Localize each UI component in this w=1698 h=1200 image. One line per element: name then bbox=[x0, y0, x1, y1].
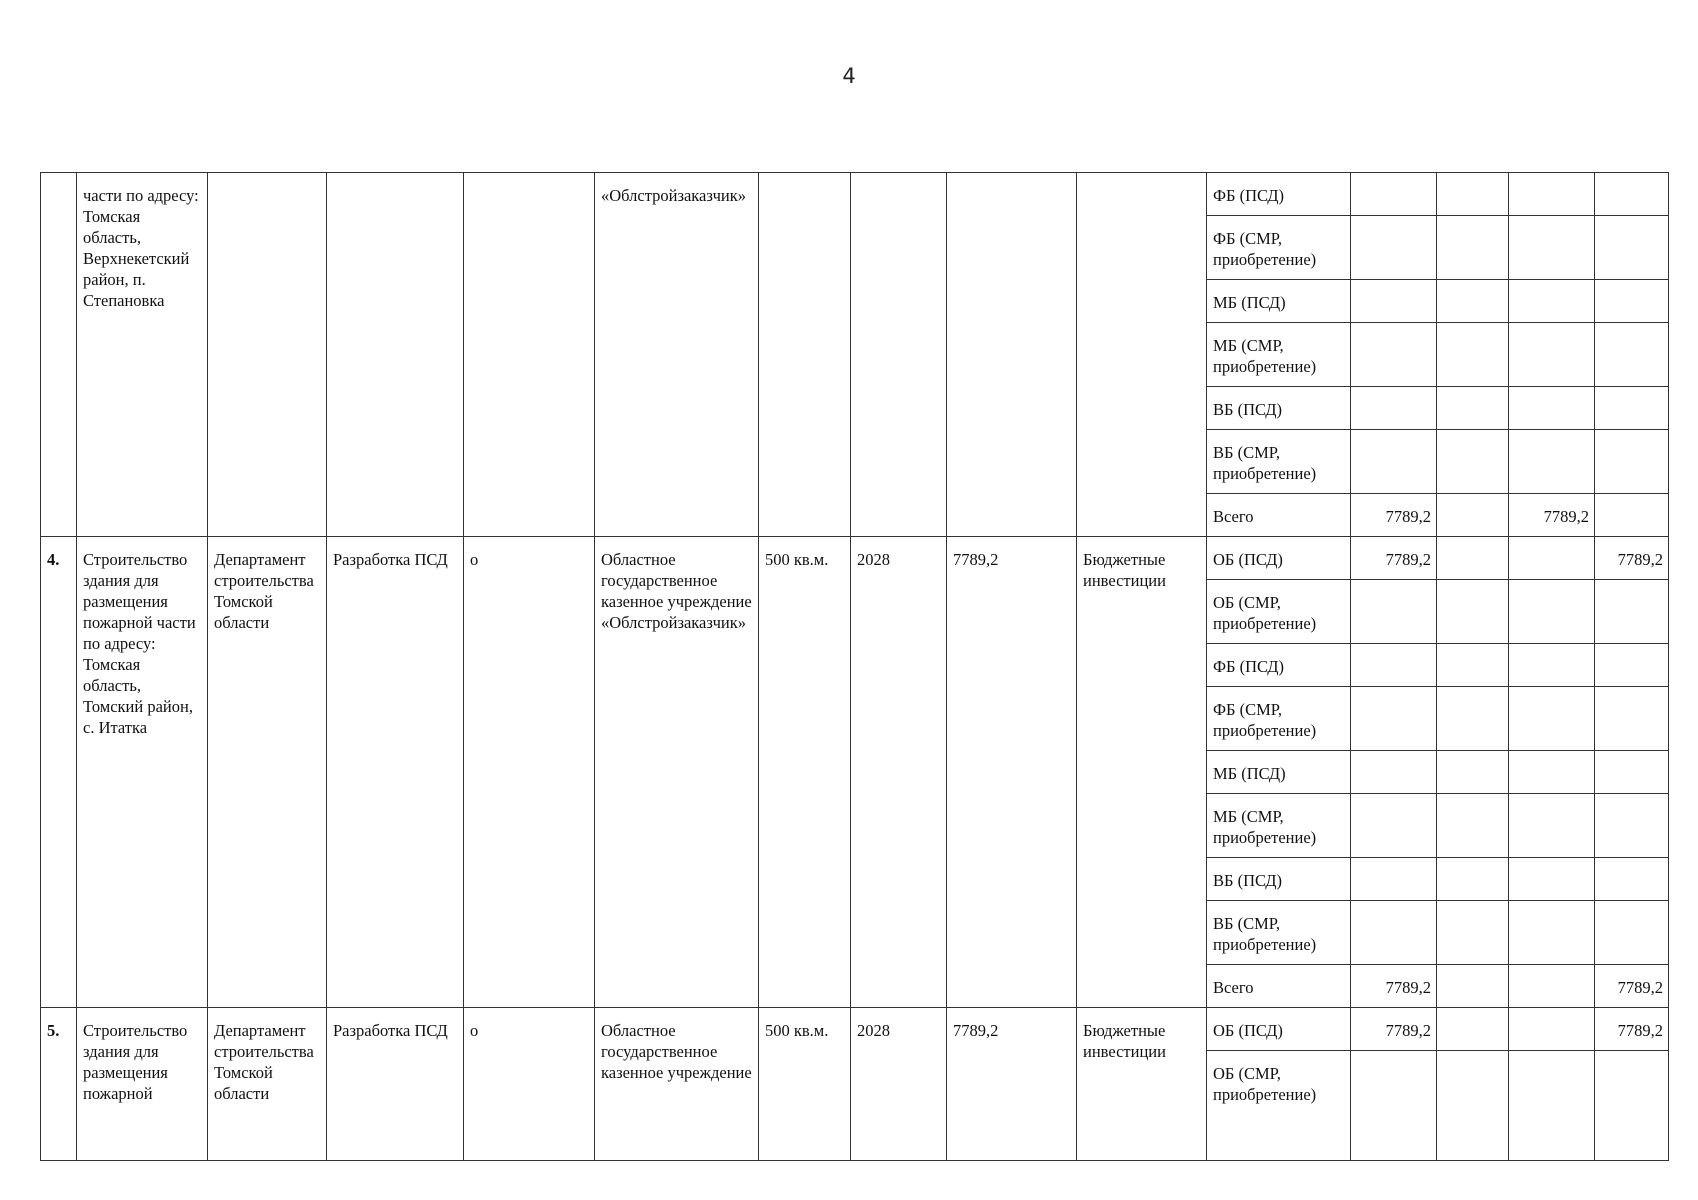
cell-mark: о bbox=[464, 1008, 595, 1161]
cell-year-3 bbox=[1595, 494, 1669, 537]
cell-num: 4. bbox=[41, 537, 77, 1008]
cell-year-2 bbox=[1509, 687, 1595, 751]
cell-mark: о bbox=[464, 537, 595, 1008]
table-row bbox=[41, 173, 1669, 216]
cell-cost bbox=[947, 173, 1077, 537]
cell-year-3 bbox=[1595, 687, 1669, 751]
cell-source: ОБ (СМР, приобретение) bbox=[1207, 1051, 1351, 1161]
cell-total bbox=[1351, 858, 1437, 901]
cell-year-1 bbox=[1437, 537, 1509, 580]
page-number: 4 bbox=[842, 64, 856, 88]
cell-executor bbox=[208, 173, 327, 537]
cell-year-1 bbox=[1437, 858, 1509, 901]
cell-total bbox=[1351, 751, 1437, 794]
cell-form: Бюджетные инвестиции bbox=[1077, 1008, 1207, 1161]
cell-year-2 bbox=[1509, 1008, 1595, 1051]
cell-num bbox=[41, 173, 77, 537]
cell-year-2 bbox=[1509, 280, 1595, 323]
cell-year-3 bbox=[1595, 751, 1669, 794]
cell-object: Строительство здания для размещения пожарной bbox=[77, 1008, 208, 1161]
cell-year-2 bbox=[1509, 751, 1595, 794]
cell-cost: 7789,2 bbox=[947, 537, 1077, 1008]
cell-total bbox=[1351, 387, 1437, 430]
cell-source: ОБ (ПСД) bbox=[1207, 537, 1351, 580]
cell-year-3 bbox=[1595, 580, 1669, 644]
cell-year-2 bbox=[1509, 1051, 1595, 1161]
cell-total bbox=[1351, 323, 1437, 387]
cell-total bbox=[1351, 644, 1437, 687]
cell-stage: Разработка ПСД bbox=[327, 537, 464, 1008]
cell-source: Всего bbox=[1207, 965, 1351, 1008]
cell-year-2 bbox=[1509, 323, 1595, 387]
cell-year-3 bbox=[1595, 901, 1669, 965]
cell-source: ВБ (ПСД) bbox=[1207, 858, 1351, 901]
cell-total bbox=[1351, 580, 1437, 644]
cell-year-2 bbox=[1509, 387, 1595, 430]
cell-year-1 bbox=[1437, 751, 1509, 794]
cell-year-2 bbox=[1509, 430, 1595, 494]
cell-year-1 bbox=[1437, 173, 1509, 216]
cell-customer: Областное государственное казенное учреждение bbox=[595, 1008, 759, 1161]
cell-year-3: 7789,2 bbox=[1595, 1008, 1669, 1051]
cell-total bbox=[1351, 794, 1437, 858]
table-row bbox=[41, 537, 1669, 580]
cell-year-2 bbox=[1509, 965, 1595, 1008]
cell-year-3 bbox=[1595, 387, 1669, 430]
cell-year-3 bbox=[1595, 644, 1669, 687]
cell-source: МБ (ПСД) bbox=[1207, 751, 1351, 794]
cell-year-1 bbox=[1437, 387, 1509, 430]
cell-capacity: 500 кв.м. bbox=[759, 537, 851, 1008]
cell-year-2 bbox=[1509, 537, 1595, 580]
cell-year-1 bbox=[1437, 1051, 1509, 1161]
cell-year bbox=[851, 173, 947, 537]
cell-year-3 bbox=[1595, 794, 1669, 858]
cell-form: Бюджетные инвестиции bbox=[1077, 537, 1207, 1008]
cell-year-3 bbox=[1595, 173, 1669, 216]
cell-total: 7789,2 bbox=[1351, 494, 1437, 537]
cell-total bbox=[1351, 1051, 1437, 1161]
cell-year-1 bbox=[1437, 580, 1509, 644]
cell-year-2 bbox=[1509, 644, 1595, 687]
cell-year-1 bbox=[1437, 323, 1509, 387]
cell-total bbox=[1351, 280, 1437, 323]
cell-year-1 bbox=[1437, 494, 1509, 537]
cell-total bbox=[1351, 173, 1437, 216]
cell-executor: Департамент строительства Томской области bbox=[208, 1008, 327, 1161]
table-row bbox=[41, 1008, 1669, 1051]
cell-year: 2028 bbox=[851, 1008, 947, 1161]
cell-source: ОБ (ПСД) bbox=[1207, 1008, 1351, 1051]
cell-stage bbox=[327, 173, 464, 537]
cell-year-1 bbox=[1437, 901, 1509, 965]
cell-year-2 bbox=[1509, 901, 1595, 965]
cell-year-2 bbox=[1509, 580, 1595, 644]
cell-year-2 bbox=[1509, 216, 1595, 280]
cell-year-2 bbox=[1509, 858, 1595, 901]
cell-total bbox=[1351, 687, 1437, 751]
cell-year-2: 7789,2 bbox=[1509, 494, 1595, 537]
cell-year-3 bbox=[1595, 216, 1669, 280]
cell-customer: «Облстройзаказчик» bbox=[595, 173, 759, 537]
cell-year-1 bbox=[1437, 216, 1509, 280]
cell-year-1 bbox=[1437, 965, 1509, 1008]
cell-year-3 bbox=[1595, 1051, 1669, 1161]
cell-year-1 bbox=[1437, 794, 1509, 858]
cell-source: ОБ (СМР, приобретение) bbox=[1207, 580, 1351, 644]
cell-year-3: 7789,2 bbox=[1595, 965, 1669, 1008]
cell-cost: 7789,2 bbox=[947, 1008, 1077, 1161]
cell-source: МБ (СМР, приобретение) bbox=[1207, 323, 1351, 387]
cell-total: 7789,2 bbox=[1351, 537, 1437, 580]
cell-total: 7789,2 bbox=[1351, 1008, 1437, 1051]
investment-table bbox=[40, 172, 1669, 1161]
cell-total bbox=[1351, 216, 1437, 280]
cell-year-1 bbox=[1437, 687, 1509, 751]
cell-source: МБ (ПСД) bbox=[1207, 280, 1351, 323]
cell-source: ВБ (ПСД) bbox=[1207, 387, 1351, 430]
cell-year-3 bbox=[1595, 430, 1669, 494]
cell-executor: Департамент строительства Томской области bbox=[208, 537, 327, 1008]
cell-object: части по адресу: Томская область, Верхнекетский район, п. Степановка bbox=[77, 173, 208, 537]
cell-capacity: 500 кв.м. bbox=[759, 1008, 851, 1161]
cell-year-1 bbox=[1437, 280, 1509, 323]
cell-year-1 bbox=[1437, 644, 1509, 687]
table-body bbox=[41, 173, 1669, 1161]
cell-total: 7789,2 bbox=[1351, 965, 1437, 1008]
cell-source: ФБ (СМР, приобретение) bbox=[1207, 216, 1351, 280]
cell-capacity bbox=[759, 173, 851, 537]
cell-total bbox=[1351, 430, 1437, 494]
cell-total bbox=[1351, 901, 1437, 965]
cell-year-3 bbox=[1595, 858, 1669, 901]
cell-source: ФБ (ПСД) bbox=[1207, 173, 1351, 216]
cell-object: Строительство здания для размещения пожарной части по адресу: Томская область, Томский район, с. Итатка bbox=[77, 537, 208, 1008]
cell-source: ФБ (ПСД) bbox=[1207, 644, 1351, 687]
cell-mark bbox=[464, 173, 595, 537]
cell-year-3 bbox=[1595, 280, 1669, 323]
cell-stage: Разработка ПСД bbox=[327, 1008, 464, 1161]
cell-form bbox=[1077, 173, 1207, 537]
cell-year-1 bbox=[1437, 430, 1509, 494]
cell-year-3 bbox=[1595, 323, 1669, 387]
cell-source: МБ (СМР, приобретение) bbox=[1207, 794, 1351, 858]
cell-source: ФБ (СМР, приобретение) bbox=[1207, 687, 1351, 751]
cell-year-1 bbox=[1437, 1008, 1509, 1051]
cell-year-2 bbox=[1509, 173, 1595, 216]
cell-source: ВБ (СМР, приобретение) bbox=[1207, 901, 1351, 965]
cell-customer: Областное государственное казенное учреждение «Облстройзаказчик» bbox=[595, 537, 759, 1008]
cell-year: 2028 bbox=[851, 537, 947, 1008]
cell-year-3: 7789,2 bbox=[1595, 537, 1669, 580]
cell-year-2 bbox=[1509, 794, 1595, 858]
cell-source: ВБ (СМР, приобретение) bbox=[1207, 430, 1351, 494]
cell-source: Всего bbox=[1207, 494, 1351, 537]
cell-num: 5. bbox=[41, 1008, 77, 1161]
